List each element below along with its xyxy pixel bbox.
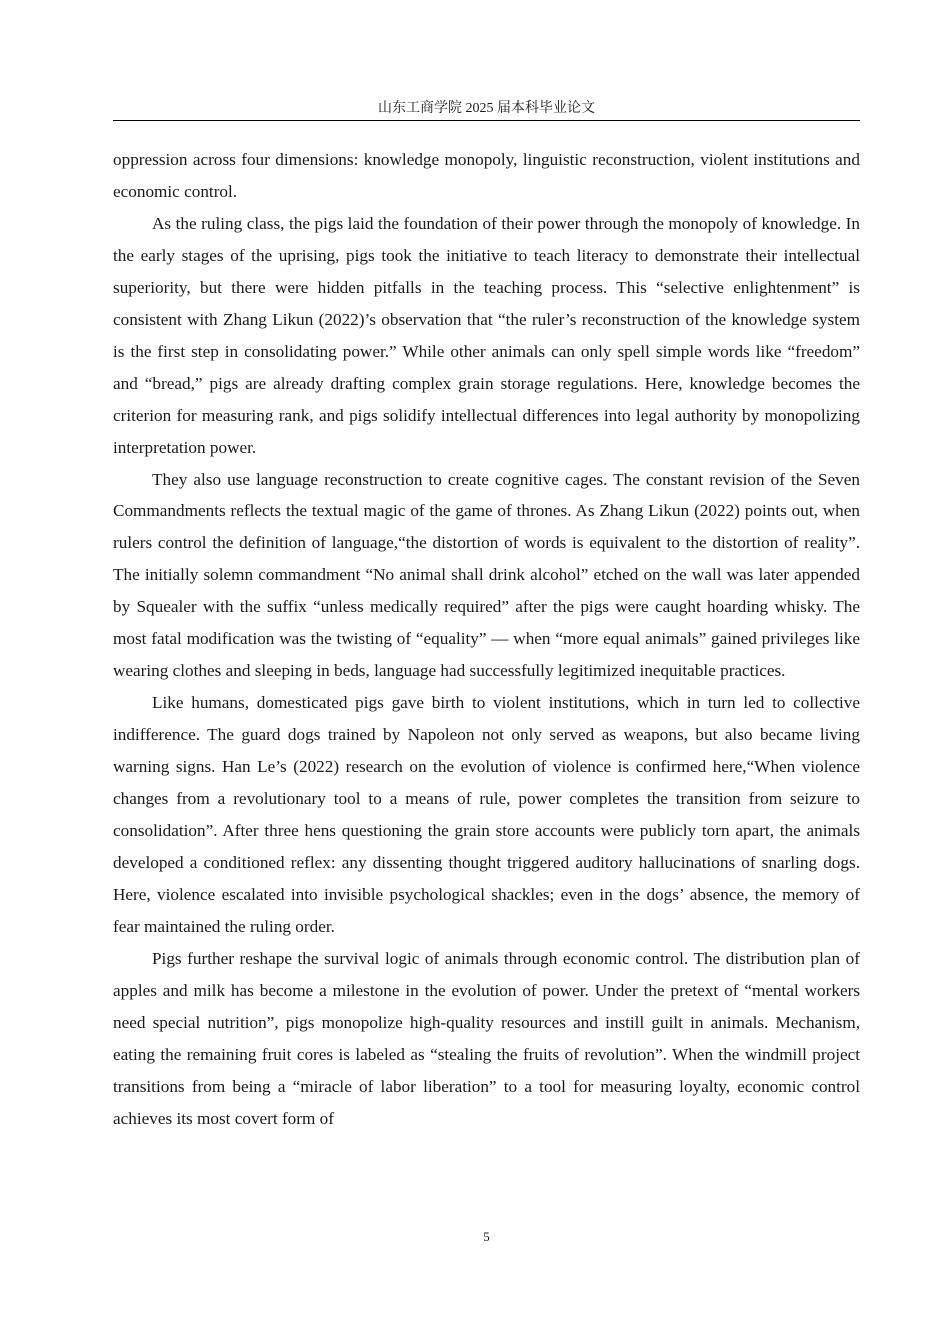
paragraph-violent-institutions: Like humans, domesticated pigs gave birth to violent institutions, which in turn led to collective indifference. The guard dogs trained by Napoleon not only served as weapons, but also became living warning signs. Han Le’s (2022) research on the evolution of violence is confirmed here,“When violence changes from a revolutionary tool to a means of rule, power completes the transition from seizure to consolidation”. After three hens questioning the grain store accounts were publicly torn apart, the animals developed a conditioned reflex: any dissenting thought triggered auditory hallucinations of snarling dogs. Here, violence escalated into invisible psychological shackles; even in the dogs’ absence, the memory of fear maintained the ruling order.	[113, 693, 860, 936]
paragraph-knowledge-monopoly: As the ruling class, the pigs laid the foundation of their power through the monopoly of knowledge. In the early stages of the uprising, pigs took the initiative to teach literacy to demonstrate their intellectual superiority, but there were hidden pitfalls in the teaching process. This “selective enlightenment” is consistent with Zhang Likun (2022)’s observation that “the ruler’s reconstruction of the knowledge system is the first step in consolidating power.” While other animals can only spell simple words like “freedom” and “bread,” pigs are already drafting complex grain storage regulations. Here, knowledge becomes the criterion for measuring rank, and pigs solidify intellectual differences into legal authority by monopolizing interpretation power.	[113, 213, 860, 457]
page-number: 5	[483, 1229, 490, 1244]
paragraph-language-reconstruction: They also use language reconstruction to create cognitive cages. The constant revision of the Seven Commandments reflects the textual magic of the game of thrones. As Zhang Likun (2022) points out, when rulers control the definition of language,“the distortion of words is equivalent to the distortion of reality”. The initially solemn commandment “No animal shall drink alcohol” etched on the wall was later appended by Squealer with the suffix “unless medically required” after the pigs were caught hoarding whisky. The most fatal modification was the twisting of “equality” — when “more equal animals” gained privileges like wearing clothes and sleeping in beds, language had successfully legitimized inequitable practices.	[113, 469, 860, 681]
header-rule	[113, 120, 860, 121]
page-header: 山东工商学院 2025 届本科毕业论文	[378, 101, 595, 116]
paragraph-continued: oppression across four dimensions: knowledge monopoly, linguistic reconstruction, violent institutions and economic control.	[113, 150, 860, 201]
paragraph-economic-control: Pigs further reshape the survival logic of animals through economic control. The distribution plan of apples and milk has become a milestone in the evolution of power. Under the pretext of “mental workers need special nutrition”, pigs monopolize high-quality resources and instill guilt in animals. Mechanism, eating the remaining fruit cores is labeled as “stealing the fruits of revolution”. When the windmill project transitions from being a “miracle of labor liberation” to a tool for measuring loyalty, economic control achieves its most covert form of	[113, 948, 860, 1128]
body-text	[113, 144, 860, 1135]
